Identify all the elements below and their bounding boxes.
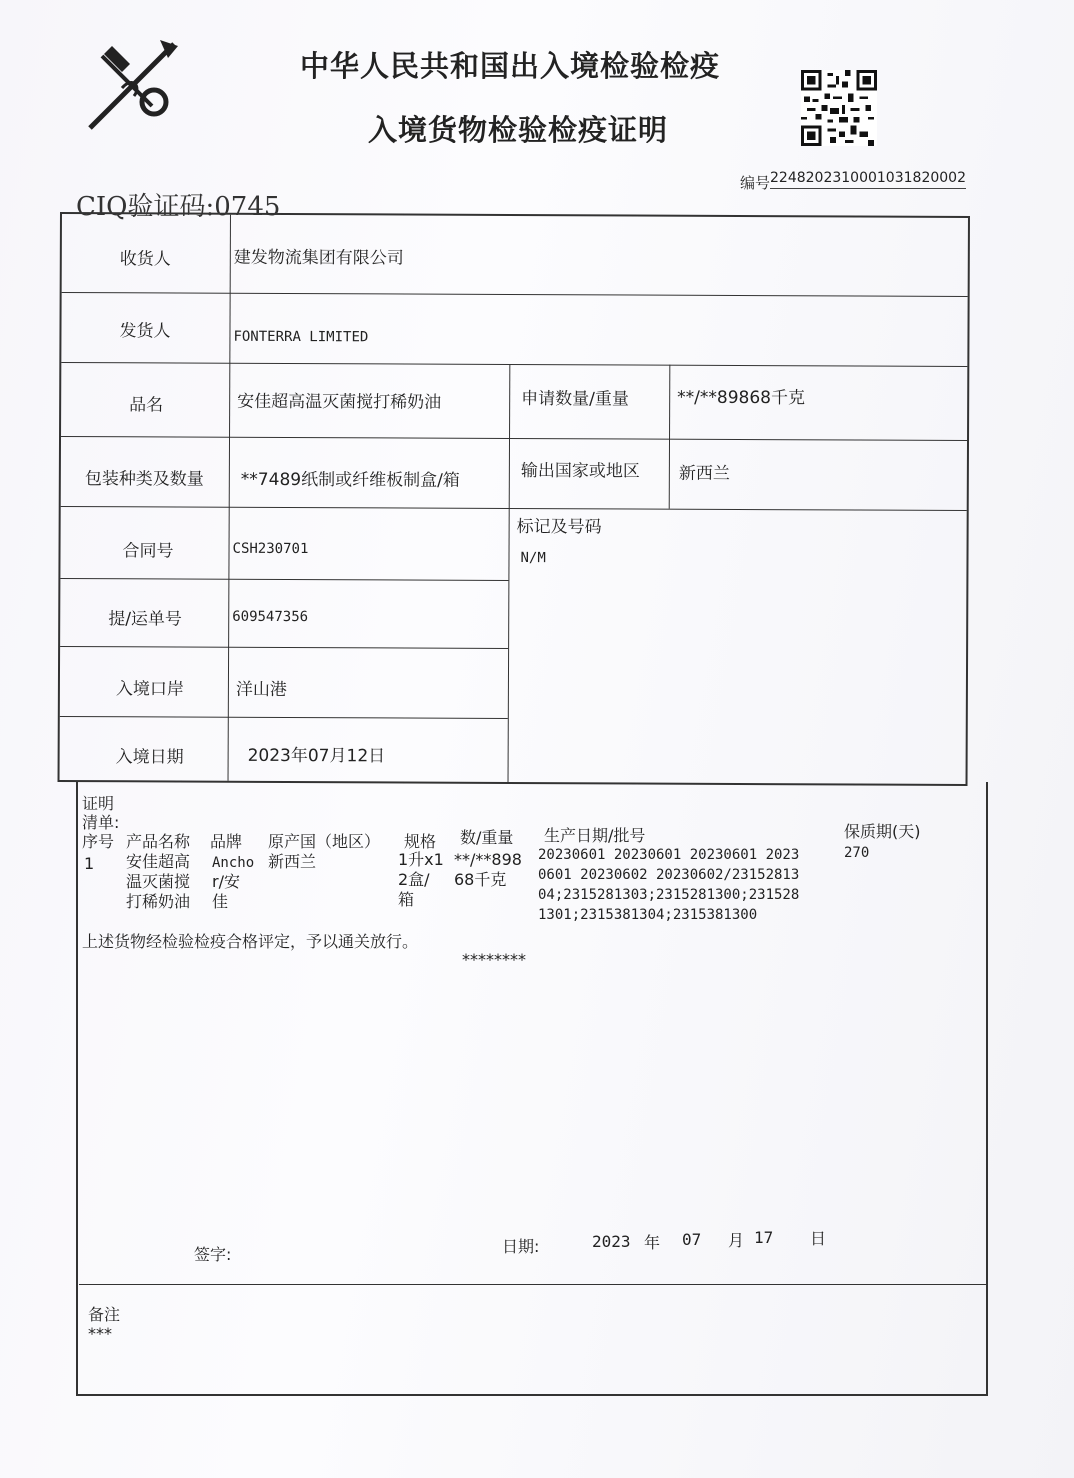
qr-code bbox=[800, 70, 878, 146]
remarks-value: *** bbox=[88, 1324, 112, 1343]
row-brand-line: r/安 bbox=[212, 872, 240, 891]
consignor-value: FONTERRA LIMITED bbox=[233, 328, 369, 346]
certificate-body bbox=[76, 782, 988, 1396]
marks-label: 标记及号码 bbox=[516, 516, 602, 538]
entry-date-value: 2023年07月12日 bbox=[247, 745, 386, 767]
date-label: 日期: bbox=[502, 1237, 540, 1256]
origin-country-value: 新西兰 bbox=[678, 463, 730, 484]
row-batch-line: 0601 20230602 20230602/23152813 bbox=[538, 867, 800, 883]
document-title-line2: 入境货物检验检疫证明 bbox=[368, 113, 669, 147]
packaging-label: 包装种类及数量 bbox=[84, 469, 204, 490]
entry-port-value: 洋山港 bbox=[235, 679, 287, 700]
col-product: 产品名称 bbox=[126, 832, 191, 851]
statement-stars: ******** bbox=[462, 950, 526, 969]
packaging-value: **7489纸制或纤维板制盒/箱 bbox=[240, 469, 460, 491]
row-spec-line: 1升x1 bbox=[398, 850, 444, 869]
row-shelf-life: 270 bbox=[844, 845, 870, 861]
row-qty-line: **/**898 bbox=[454, 850, 522, 869]
date-day-unit: 日 bbox=[810, 1229, 827, 1248]
row-origin: 新西兰 bbox=[268, 852, 317, 871]
remarks-divider bbox=[79, 1284, 987, 1285]
row-brand-line: 佳 bbox=[212, 892, 229, 911]
row-batch-line: 04;2315281303;2315281300;231528 bbox=[538, 887, 800, 903]
quantity-weight-value: **/**89868千克 bbox=[677, 387, 806, 409]
product-name-label: 品名 bbox=[129, 395, 164, 416]
contract-no-value: CSH230701 bbox=[232, 540, 309, 558]
marks-value: N/M bbox=[520, 550, 546, 567]
product-name-value: 安佳超高温灭菌搅打稀奶油 bbox=[237, 391, 442, 413]
row-product-line: 安佳超高 bbox=[126, 852, 191, 871]
ciq-emblem-logo bbox=[82, 36, 182, 132]
row-spec-line: 箱 bbox=[398, 890, 415, 909]
serial-value: 2248202310001031820002 bbox=[770, 170, 966, 189]
row-brand-line: Ancho bbox=[212, 855, 255, 871]
serial-number bbox=[740, 172, 966, 195]
date-month-unit: 月 bbox=[728, 1231, 745, 1250]
serial-label: 编号 bbox=[740, 174, 771, 192]
signature-label: 签字: bbox=[194, 1245, 232, 1264]
bill-no-value: 609547356 bbox=[232, 608, 309, 626]
row-seq: 1 bbox=[84, 854, 95, 873]
col-origin: 原产国（地区） bbox=[268, 832, 381, 851]
col-spec: 规格 bbox=[404, 832, 437, 851]
row-product-line: 打稀奶油 bbox=[126, 892, 191, 911]
bill-no-label: 提/运单号 bbox=[108, 609, 183, 630]
list-heading: 清单: bbox=[82, 813, 120, 832]
date-day: 17 bbox=[754, 1228, 774, 1247]
certificate-info-table bbox=[58, 212, 970, 786]
origin-country-label: 输出国家或地区 bbox=[520, 461, 640, 482]
cert-heading: 证明 bbox=[82, 794, 115, 813]
row-batch-line: 1301;2315381304;2315381300 bbox=[538, 907, 758, 923]
quantity-weight-label: 申请数量/重量 bbox=[521, 389, 629, 410]
col-brand: 品牌 bbox=[210, 832, 243, 851]
consignor-label: 发货人 bbox=[119, 321, 171, 342]
ciq-verification-code: CIQ验证码:0745 bbox=[76, 192, 281, 222]
remarks-label: 备注 bbox=[88, 1305, 121, 1324]
document-title-line1: 中华人民共和国出入境检验检疫 bbox=[300, 49, 721, 83]
row-qty-line: 68千克 bbox=[454, 870, 507, 889]
row-spec-line: 2盒/ bbox=[398, 870, 430, 889]
contract-no-label: 合同号 bbox=[122, 541, 174, 562]
row-batch-line: 20230601 20230601 20230601 2023 bbox=[538, 847, 800, 863]
clearance-statement: 上述货物经检验检疫合格评定，予以通关放行。 bbox=[82, 932, 419, 951]
col-batch: 生产日期/批号 bbox=[544, 826, 646, 845]
col-shelf-life: 保质期(天) bbox=[844, 822, 921, 841]
row-product-line: 温灭菌搅 bbox=[126, 872, 191, 891]
consignee-label: 收货人 bbox=[119, 249, 171, 270]
date-year-unit: 年 bbox=[644, 1233, 661, 1252]
col-qty: 数/重量 bbox=[460, 828, 514, 847]
date-month: 07 bbox=[682, 1230, 702, 1249]
entry-date-label: 入境日期 bbox=[115, 747, 184, 768]
col-seq: 序号 bbox=[82, 832, 115, 851]
date-year: 2023 bbox=[592, 1232, 631, 1251]
consignee-value: 建发物流集团有限公司 bbox=[233, 247, 404, 269]
entry-port-label: 入境口岸 bbox=[115, 679, 184, 700]
